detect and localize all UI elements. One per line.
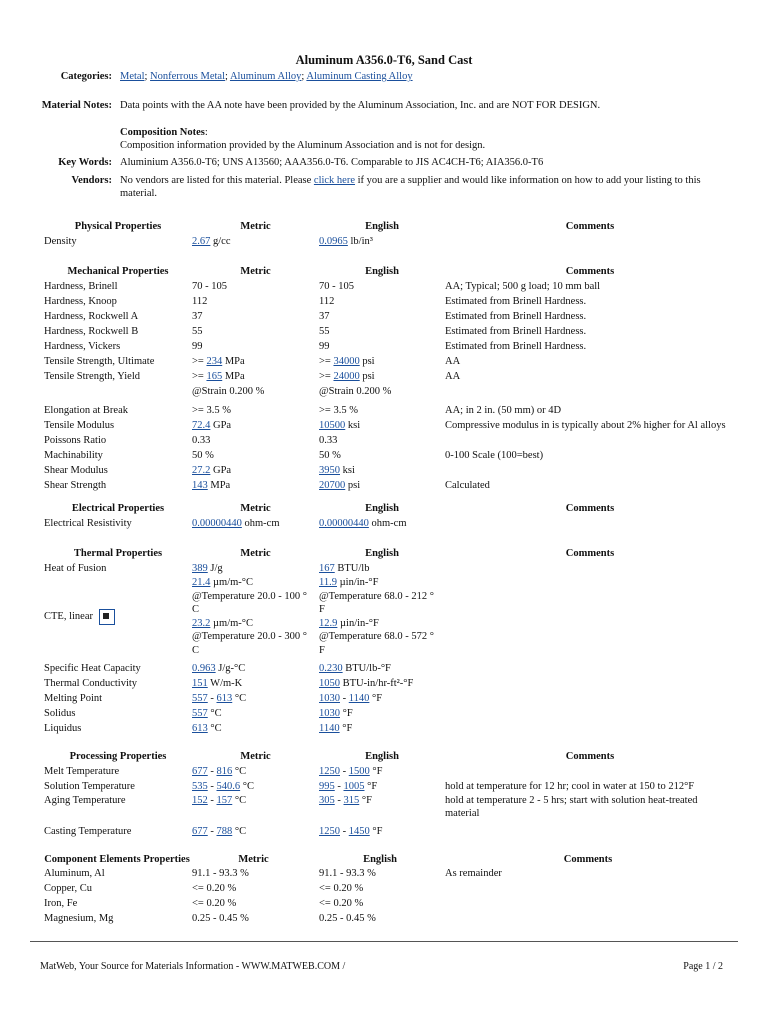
value-link[interactable]: 613 [192, 723, 208, 734]
vendor-click-here-link[interactable]: click here [313, 175, 356, 186]
value-link[interactable]: 788 [216, 826, 233, 837]
value-link[interactable]: 0.0965 [319, 236, 348, 247]
section-heading: Electrical Properties [71, 503, 165, 514]
value-link[interactable]: 165 [206, 371, 223, 382]
table-row: Iron, Fe <= 0.20 % <= 0.20 % [44, 898, 364, 909]
key-words-text: Aluminium A356.0-T6; UNS A13560; AAA356.0-T6. Comparable to JIS AC4CH-T6; AIA356.0-T6 [120, 157, 544, 168]
value-link[interactable]: 157 [216, 795, 233, 806]
categories-label: Categories: [60, 71, 112, 82]
footer-divider [30, 941, 738, 942]
value-link[interactable]: 540.6 [216, 781, 241, 792]
table-row: Hardness, Vickers 99 99 Estimated from Brinell Hardness. [44, 341, 587, 352]
table-row: Poissons Ratio 0.33 0.33 [44, 435, 338, 446]
value-link[interactable]: 2.67 [192, 236, 211, 247]
category-link-nonferrous[interactable]: Nonferrous Metal [150, 71, 225, 82]
section-heading: Component Elements Properties [44, 854, 190, 865]
component-elements-section: Component Elements Properties Metric English Comments Aluminum, Al 91.1 - 93.3 % 91.1 - 93.3 % As remainder Copper, Cu <= 0.20 % <= 0.20 % Iron, Fe <= 0.20 % <= 0.20 % Magnesium, Mg 0.25 - 0.45 % 0.25 - 0.45 % [44, 852, 744, 927]
table-row: Tensile Strength, Ultimate >= 234 MPa >= 34000 psi AA [44, 356, 461, 367]
vendors-row: Vendors: No vendors are listed for this material. Please click here if you are a supplier and would like information on how to add your listing to this material. [30, 174, 730, 200]
value-link[interactable]: 0.00000440 [192, 518, 242, 529]
value-link[interactable]: 613 [216, 693, 233, 704]
value-link[interactable]: 389 [192, 563, 208, 574]
categories-links [120, 70, 730, 83]
physical-properties-section [44, 219, 744, 249]
value-link[interactable]: 151 [192, 678, 208, 689]
table-row: Copper, Cu <= 0.20 % <= 0.20 % [44, 883, 364, 894]
value-link[interactable]: 1450 [348, 826, 370, 837]
table-row: Aging Temperature 152 - 157 °C 305 - 315 °F hold at temperature 2 - 5 hrs; start with solution heat-treated material [44, 795, 698, 819]
table-row: Hardness, Rockwell A 37 37 Estimated from Brinell Hardness. [44, 311, 587, 322]
chart-icon[interactable] [99, 609, 115, 625]
value-link[interactable]: 12.9 [319, 617, 338, 629]
composition-notes-text: Composition information provided by the Aluminum Association and is not for design. [120, 140, 486, 151]
value-link[interactable]: 27.2 [192, 465, 211, 476]
composition-notes-heading: Composition Notes [120, 127, 205, 138]
table-row: Melt Temperature 677 - 816 °C 1250 - 1500 °F [44, 766, 383, 777]
table-row: Hardness, Knoop 112 112 Estimated from Brinell Hardness. [44, 296, 587, 307]
table-row: Melting Point 557 - 613 °C 1030 - 1140 °F [44, 693, 383, 704]
value-link[interactable]: 0.230 [319, 663, 343, 674]
value-link[interactable]: 152 [192, 795, 208, 806]
category-link-aluminum-alloy[interactable]: Aluminum Alloy [229, 71, 302, 82]
electrical-properties-section: Electrical Properties Metric English Comments Electrical Resistivity 0.00000440 ohm-cm 0.00000440 ohm-cm [44, 501, 744, 531]
value-link[interactable]: 1500 [348, 766, 370, 777]
value-link[interactable]: 10500 [319, 420, 346, 431]
table-row: Hardness, Brinell 70 - 105 70 - 105 AA; Typical; 500 g load; 10 mm ball [44, 281, 601, 292]
value-link[interactable]: 535 [192, 781, 208, 792]
value-link[interactable]: 1005 [343, 781, 365, 792]
value-link[interactable]: 234 [206, 356, 223, 367]
value-link[interactable]: 1050 [319, 678, 340, 689]
value-link[interactable]: 1140 [348, 693, 370, 704]
material-notes-text: Data points with the AA note have been provided by the Aluminum Association, Inc. and are NOT FOR DESIGN. [120, 100, 601, 111]
table-row: Elongation at Break >= 3.5 % >= 3.5 % AA; in 2 in. (50 mm) or 4D [44, 405, 562, 416]
separator: ; [144, 71, 151, 82]
value-link[interactable]: 34000 [333, 356, 360, 367]
table-row: Thermal Conductivity 151 W/m-K 1050 BTU-in/hr-ft²-°F [44, 678, 414, 689]
value-link[interactable]: 167 [319, 563, 335, 574]
page-title: Aluminum A356.0-T6, Sand Cast [295, 53, 473, 67]
value-link[interactable]: 1250 [319, 826, 340, 837]
value-link[interactable]: 1030 [319, 693, 340, 704]
table-row: Hardness, Rockwell B 55 55 Estimated from Brinell Hardness. [44, 326, 587, 337]
mechanical-properties-section: Mechanical Properties Metric English Comments Hardness, Brinell 70 - 105 70 - 105 AA; Typical; 500 g load; 10 mm ball Hardness, Knoop 112 112 Estimated from Brinell Hardness. Hardness, Rockwell A 37 37 Estimated from Brinell Hardness. Hardness, Rockwell B 55 55 Estimated from Brinell Hardness. Hardness, Vickers 99 99 Estimated from Brinell Hardness. Tensile Strength, Ultimate >= 234 MPa >= 34000 psi AA Tensile Strength, Yield >= 165 MPa @Strain 0.200 % >= 24000 psi @Strain 0.200 % AA Elongation at Break >= 3.5 % >= 3.5 % AA; in 2 in. (50 mm) or 4D Tensile Modulus 72.4 GPa 10500 ksi Compressive modulus in is typically about 2% higher for Al alloys Poissons Ratio 0.33 0.33 Machinability 50 % 50 % 0-100 Scale (100=best) Shear Modulus 27.2 GPa 3950 ksi Shear Strength 143 MPa 20700 psi Calculated [44, 264, 744, 493]
composition-notes-row: Composition Notes: Composition information provided by the Aluminum Association and is not for design. [120, 127, 486, 151]
table-row: Casting Temperature 677 - 788 °C 1250 - 1450 °F [44, 826, 383, 837]
comments-header: Comments [565, 221, 615, 232]
table-row: Tensile Strength, Yield >= 165 MPa @Strain 0.200 % >= 24000 psi @Strain 0.200 % AA [44, 371, 461, 397]
category-link-metal[interactable]: Metal [120, 71, 145, 82]
table-row: Specific Heat Capacity 0.963 J/g-°C 0.230 BTU/lb-°F [44, 663, 391, 674]
value-link[interactable]: 11.9 [319, 577, 337, 588]
value-link[interactable]: 24000 [333, 371, 360, 382]
thermal-properties-section: Thermal Properties Metric English Comments Heat of Fusion 389 J/g 167 BTU/lb CTE, linear 21.4 µm/m-°C @Temperature 20.0 - 100 ° C 23.2 µm/m-°C @Temperature 20.0 - 300 ° C 11.9 µin/in-°F @Temperature 68.0 - 212 ° F 12.9 µin/in-°F @Temperature 68.0 - 572 ° F Specific Heat Capacity 0.963 J/g-°C 0.230 BTU/lb-°F Thermal Conductivity 151 W/m-K 1050 BTU-in/hr-ft²-°F Melting Point 557 - 613 °C 1030 - 1140 °F Solidus 557 °C 1030 °F Liquidus 613 °C 1140 °F [44, 546, 744, 736]
table-row: Liquidus 613 °C 1140 °F [44, 723, 353, 734]
value-link[interactable]: 557 [192, 708, 208, 719]
value-link[interactable]: 315 [343, 795, 360, 806]
table-row: Solution Temperature 535 - 540.6 °C 995 - 1005 °F hold at temperature for 12 hr; cool in water at 150 to 212°F [44, 781, 695, 792]
value-link[interactable]: 143 [192, 480, 208, 491]
page-number: Page 1 / 2 [683, 961, 723, 972]
material-notes-row [22, 99, 722, 112]
value-link[interactable]: 3950 [319, 465, 340, 476]
processing-properties-section: Processing Properties Metric English Comments Melt Temperature 677 - 816 °C 1250 - 1500 °F Solution Temperature 535 - 540.6 °C 995 - 1005 °F hold at temperature for 12 hr; cool in water at 150 to 212°F Aging Temperature 152 - 157 °C 305 - 315 °F hold at temperature 2 - 5 hrs; start with solution heat-treated material Casting Temperature 677 - 788 °C 1250 - 1450 °F [44, 749, 744, 839]
section-heading: Physical Properties [74, 221, 162, 232]
table-row: Shear Modulus 27.2 GPa 3950 ksi [44, 465, 355, 476]
categories-row [30, 70, 730, 83]
table-row: Magnesium, Mg 0.25 - 0.45 % 0.25 - 0.45 % [44, 913, 376, 924]
value-link[interactable]: 72.4 [192, 420, 211, 431]
separator: ; [301, 71, 307, 82]
separator: ; [224, 71, 230, 82]
table-row: Aluminum, Al 91.1 - 93.3 % 91.1 - 93.3 % As remainder [44, 868, 502, 879]
key-words-row [30, 156, 730, 169]
value-link[interactable]: 995 [319, 781, 335, 792]
value-link[interactable]: 0.963 [192, 663, 216, 674]
table-row: Density 2.67 g/cc 0.0965 lb/in³ [44, 236, 373, 247]
vendors-label: Vendors: [71, 175, 112, 186]
value-link[interactable]: 677 [192, 826, 208, 837]
key-words-label: Key Words: [58, 157, 112, 168]
value-link[interactable]: 1140 [319, 723, 340, 734]
value-link[interactable]: 23.2 [192, 617, 211, 629]
category-link-aluminum-casting-alloy[interactable]: Aluminum Casting Alloy [306, 71, 413, 82]
value-link[interactable]: 557 [192, 693, 208, 704]
section-heading: Thermal Properties [73, 548, 163, 559]
value-link[interactable]: 1030 [319, 708, 340, 719]
material-notes-label: Material Notes: [41, 100, 112, 111]
english-header: English [365, 221, 399, 232]
footer-source: MatWeb, Your Source for Materials Information - WWW.MATWEB.COM / [40, 961, 346, 972]
table-row: Solidus 557 °C 1030 °F [44, 708, 353, 719]
table-row: Machinability 50 % 50 % 0-100 Scale (100=best) [44, 450, 544, 461]
table-row: CTE, linear 21.4 µm/m-°C @Temperature 20.0 - 100 ° C 23.2 µm/m-°C @Temperature 20.0 - 300 ° C 11.9 µin/in-°F @Temperature 68.0 - 212 ° F 12.9 µin/in-°F @Temperature 68.0 - 572 ° F [44, 577, 434, 656]
value-link[interactable]: 305 [319, 795, 335, 806]
value-link[interactable]: 677 [192, 766, 208, 777]
value-link[interactable]: 1250 [319, 766, 340, 777]
value-link[interactable]: 816 [216, 766, 233, 777]
table-row: Electrical Resistivity 0.00000440 ohm-cm 0.00000440 ohm-cm [44, 518, 407, 529]
value-link[interactable]: 20700 [319, 480, 346, 491]
metric-header: Metric [240, 221, 271, 232]
table-row: Heat of Fusion 389 J/g 167 BTU/lb [44, 563, 370, 574]
section-heading: Processing Properties [69, 751, 167, 762]
table-row: Shear Strength 143 MPa 20700 psi Calculated [44, 480, 490, 491]
table-row: Tensile Modulus 72.4 GPa 10500 ksi Compressive modulus in is typically about 2% higher for Al alloys [44, 420, 726, 431]
value-link[interactable]: 0.00000440 [319, 518, 369, 529]
value-link[interactable]: 21.4 [192, 577, 211, 588]
section-heading: Mechanical Properties [67, 266, 169, 277]
